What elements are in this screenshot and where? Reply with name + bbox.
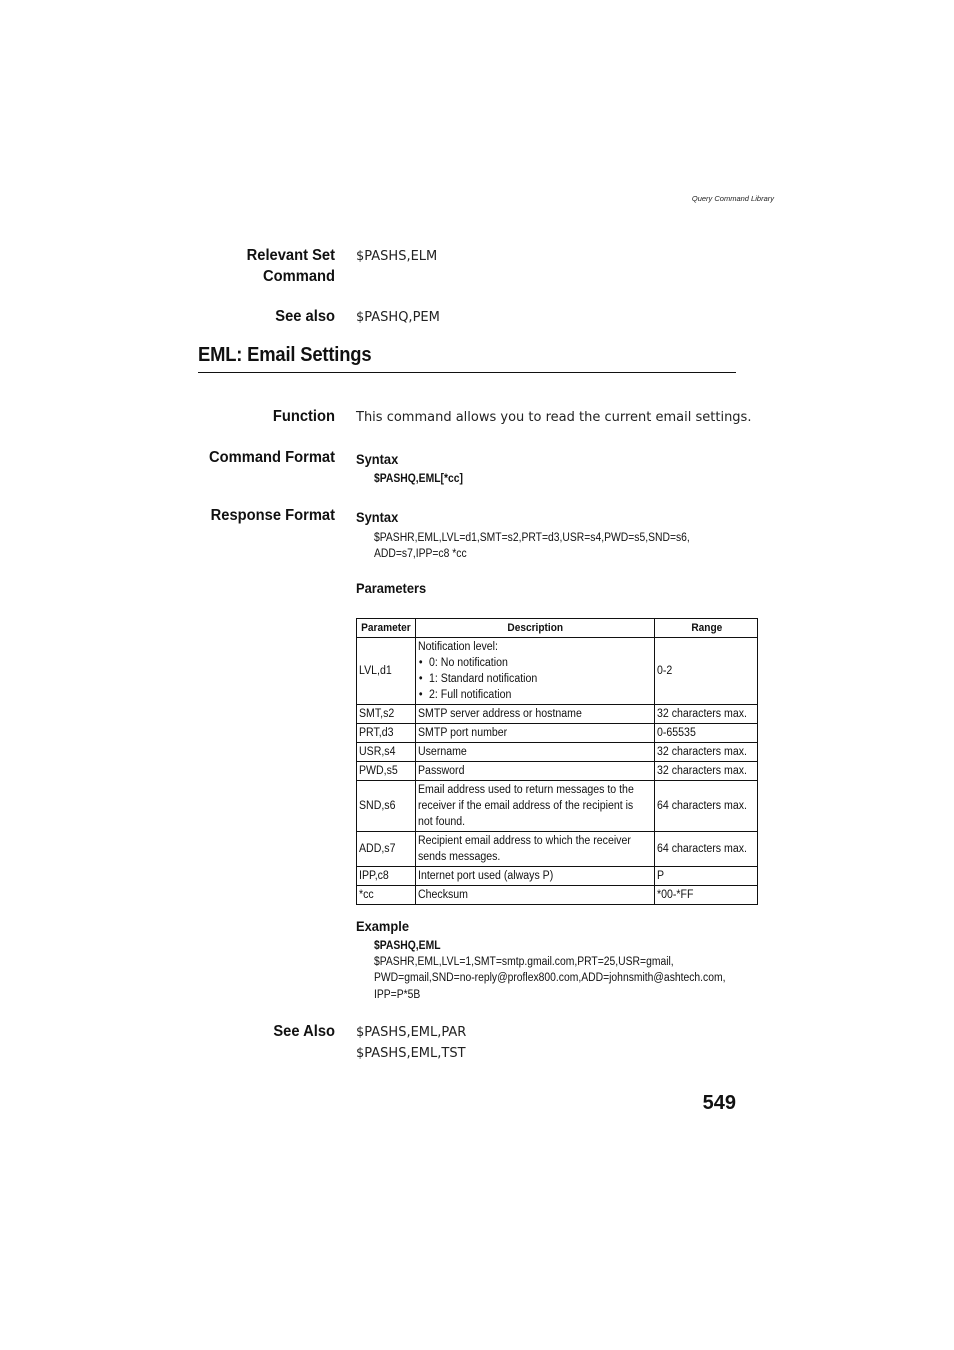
response-syntax-line2: ADD=s7,IPP=c8 *cc — [374, 548, 467, 560]
cell-desc: Checksum — [415, 886, 655, 905]
table-row — [357, 762, 758, 781]
cell-range: 32 characters max. — [655, 705, 758, 724]
cell-desc: SMTP server address or hostname — [415, 705, 655, 724]
cell-param: USR,s4 — [357, 743, 416, 762]
table-row — [357, 832, 758, 867]
example-command: $PASHQ,EML — [374, 940, 441, 952]
cell-param: PWD,s5 — [357, 762, 416, 781]
command-syntax: $PASHQ,EML[*cc] — [374, 473, 463, 485]
command-syntax-heading: Syntax — [356, 451, 399, 467]
cell-range: P — [655, 867, 758, 886]
relevant-set-value: $PASHS,ELM — [356, 249, 438, 264]
header-range: Range — [655, 619, 758, 638]
table-row — [357, 886, 758, 905]
cell-range: 64 characters max. — [655, 781, 758, 832]
relevant-set-label-line2: Command — [263, 268, 335, 285]
see-also-bottom-value2: $PASHS,EML,TST — [356, 1046, 466, 1061]
table-row — [357, 724, 758, 743]
list-item: • 1: Standard notification — [418, 671, 634, 687]
table-header-row — [357, 619, 758, 638]
cell-param: IPP,c8 — [357, 867, 416, 886]
example-response-line1: $PASHR,EML,LVL=1,SMT=smtp.gmail.com,PRT=25,USR=gmail, — [374, 956, 674, 968]
cell-param: SND,s6 — [357, 781, 416, 832]
cell-range: *00-*FF — [655, 886, 758, 905]
see-also-bottom-label: See Also — [273, 1023, 335, 1040]
table-row — [357, 781, 758, 832]
cell-desc: Password — [415, 762, 655, 781]
see-also-top-value: $PASHQ,PEM — [356, 310, 440, 325]
cell-param: LVL,d1 — [357, 638, 416, 705]
cell-param: *cc — [357, 886, 416, 905]
section-title: EML: Email Settings — [198, 344, 372, 366]
table-row — [357, 867, 758, 886]
header-description: Description — [415, 619, 655, 638]
table-row — [357, 638, 758, 705]
running-header: Query Command Library — [691, 194, 774, 203]
list-item: • 0: No notification — [418, 655, 634, 671]
table-row — [357, 743, 758, 762]
cell-range: 32 characters max. — [655, 743, 758, 762]
response-format-label: Response Format — [210, 507, 335, 524]
header-parameter: Parameter — [357, 619, 416, 638]
function-text: This command allows you to read the current email settings. — [356, 410, 752, 425]
cell-param: PRT,d3 — [357, 724, 416, 743]
parameters-table — [356, 618, 758, 905]
cell-range: 64 characters max. — [655, 832, 758, 867]
see-also-bottom-value1: $PASHS,EML,PAR — [356, 1025, 467, 1040]
list-item: • 2: Full notification — [418, 687, 634, 703]
cell-desc: Internet port used (always P) — [415, 867, 655, 886]
function-label: Function — [272, 408, 335, 425]
response-syntax-line1: $PASHR,EML,LVL=d1,SMT=s2,PRT=d3,USR=s4,PWD=s5,SND=s6, — [374, 532, 690, 544]
cell-range: 0-2 — [655, 638, 758, 705]
example-heading: Example — [356, 918, 409, 934]
cell-desc: SMTP port number — [415, 724, 655, 743]
cell-param: ADD,s7 — [357, 832, 416, 867]
example-response-line3: IPP=P*5B — [374, 989, 421, 1001]
command-format-label: Command Format — [209, 449, 335, 466]
page-number: 549 — [702, 1092, 736, 1114]
response-syntax-heading: Syntax — [356, 509, 399, 525]
relevant-set-label-line1: Relevant Set — [246, 247, 335, 264]
cell-desc: Username — [415, 743, 655, 762]
cell-desc: Notification level: • 0: No notification • 1: Standard notification • 2: Full notification — [415, 638, 655, 705]
cell-param: SMT,s2 — [357, 705, 416, 724]
cell-range: 32 characters max. — [655, 762, 758, 781]
example-response-line2: PWD=gmail,SND=no-reply@proflex800.com,ADD=johnsmith@ashtech.com, — [374, 972, 726, 984]
parameters-heading: Parameters — [356, 580, 427, 596]
cell-desc: Email address used to return messages to the receiver if the email address of the recipient is not found. — [415, 781, 655, 832]
cell-desc: Recipient email address to which the receiver sends messages. — [415, 832, 655, 867]
table-row — [357, 705, 758, 724]
see-also-top-label: See also — [275, 308, 335, 325]
notification-level-list — [418, 655, 634, 703]
section-rule — [198, 372, 736, 373]
cell-range: 0-65535 — [655, 724, 758, 743]
relevant-set-label — [165, 245, 335, 287]
